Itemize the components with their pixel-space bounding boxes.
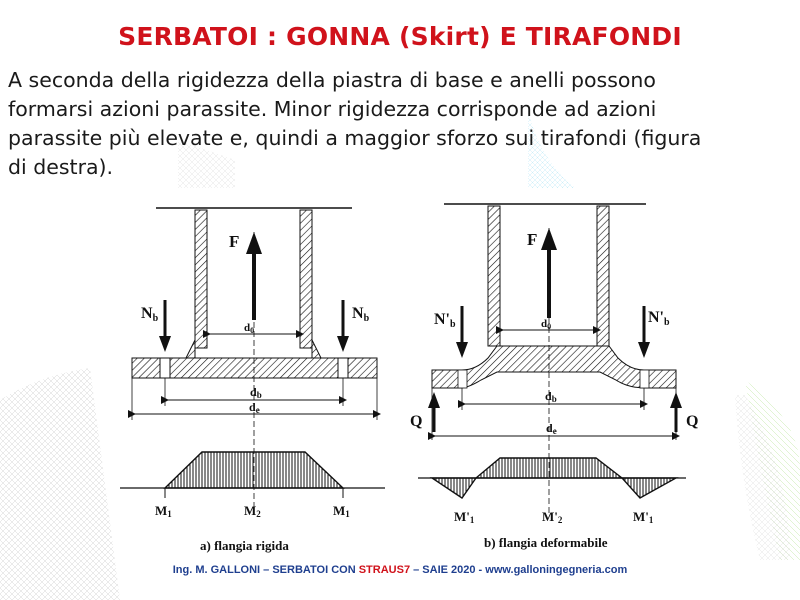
skirt-wall-left-b (488, 206, 500, 346)
d0-label-b: d0 (541, 318, 552, 331)
reaction-q-right-label-b: Q (686, 413, 699, 430)
paragraph-line-3: parassite più elevate e, quindi a maggior sforzo sui tirafondi (figura (8, 126, 702, 150)
moment-m1-right-label-a: M1 (333, 503, 350, 519)
skirt-wall-right-a (300, 210, 312, 348)
figure-a-rigid-flange (120, 208, 385, 553)
d0-label-a: d0 (244, 322, 255, 335)
slide-title: SERBATOI : GONNA (Skirt) E TIRAFONDI (118, 22, 682, 51)
fillet-left-a (186, 340, 195, 358)
moment-m1-right-label-b: M'1 (633, 509, 654, 525)
skirt-wall-left-a (195, 210, 207, 348)
db-label-b: db (545, 389, 557, 404)
skirt-wall-right-b (597, 206, 609, 346)
footer-text-part-2: – SAIE 2020 - www.gallon (410, 564, 546, 576)
force-f-label-b: F (527, 230, 538, 249)
moment-diagram-a (165, 452, 343, 488)
paragraph-line-2: formarsi azioni parassite. Minor rigidezza corrisponde ad azioni (8, 97, 657, 121)
figure-b-deformable-flange (410, 204, 698, 550)
base-plate-b (432, 346, 676, 388)
bolt-hole-left-b (458, 370, 467, 388)
bolt-force-left-label-a: Nb (141, 305, 159, 324)
moment-diagram-positive-b (476, 458, 622, 478)
moment-diagram-negative-left-b (432, 478, 476, 498)
moment-m2-label-a: M2 (244, 503, 261, 519)
bolt-force-right-label-a: Nb (352, 305, 370, 324)
de-label-b: de (546, 421, 557, 436)
footer-text-part-1: Ing. M. GALLONI – SERBATOI CON (172, 564, 359, 576)
moment-diagram-negative-right-b (622, 478, 676, 498)
bolt-force-left-head-a (159, 336, 171, 352)
bolt-force-right-label-b: N'b (648, 309, 670, 328)
moment-m1-left-label-b: M'1 (454, 509, 475, 525)
bolt-force-right-head-b (638, 342, 650, 358)
bolt-force-right-head-a (337, 336, 349, 352)
caption-a: a) flangia rigida (200, 538, 289, 553)
paragraph-line-4: di destra). (8, 155, 114, 179)
bolt-force-left-head-b (456, 342, 468, 358)
de-label-a: de (249, 400, 260, 415)
force-f-label-a: F (229, 232, 240, 251)
footer-text-part-3: ingegneria.com (545, 564, 628, 576)
moment-m2-label-b: M'2 (542, 509, 563, 525)
reaction-q-left-head-b (428, 392, 440, 408)
bolt-hole-right-b (640, 370, 649, 388)
slide-footer (0, 564, 800, 576)
bolt-hole-right-a (338, 358, 348, 378)
caption-b: b) flangia deformabile (484, 535, 608, 550)
moment-m1-left-label-a: M1 (155, 503, 172, 519)
db-label-a: db (250, 385, 262, 400)
bolt-hole-left-a (160, 358, 170, 378)
fillet-right-a (312, 340, 321, 358)
reaction-q-left-label-b: Q (410, 413, 423, 430)
bolt-force-left-label-b: N'b (434, 311, 456, 330)
footer-highlight: STRAUS7 (358, 564, 411, 576)
paragraph-line-1: A seconda della rigidezza della piastra di base e anelli possono (8, 68, 656, 92)
